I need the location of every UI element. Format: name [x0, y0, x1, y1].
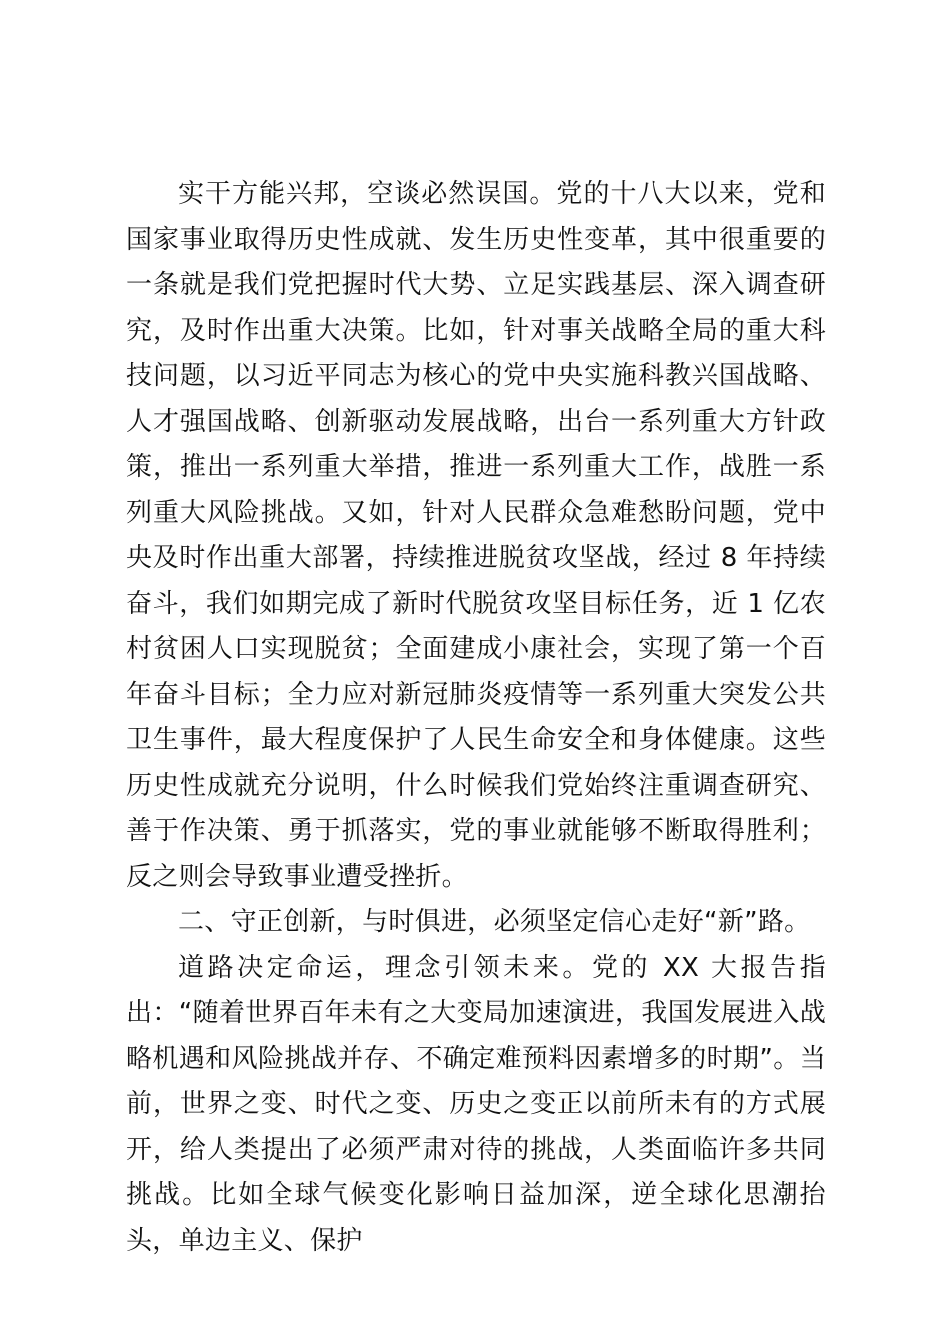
document-body [126, 172, 826, 1264]
paragraph-path-future: 道路决定命运，理念引领未来。党的 XX 大报告指出：“随着世界百年未有之大变局加速演进，我国发展进入战略机遇和风险挑战并存、不确定难预料因素增多的时期”。当前，世界之变、时代之变、历史之变正以前所未有的方式展开，给人类提出了必须严肃对待的挑战，人类面临许多共同挑战。比如全球气候变化影响日益加深，逆全球化思潮抬头，单边主义、保护 [126, 952, 826, 1256]
paragraph-practice-achievements: 实干方能兴邦，空谈必然误国。党的十八大以来，党和国家事业取得历史性成就、发生历史性变革，其中很重要的一条就是我们党把握时代大势、立足实践基层、深入调查研究，及时作出重大决策。比如，针对事关战略全局的重大科技问题，以习近平同志为核心的党中央实施科教兴国战略、人才强国战略、创新驱动发展战略，出台一系列重大方针政策，推出一系列重大举措，推进一系列重大工作，战胜一系列重大风险挑战。又如，针对人民群众急难愁盼问题，党中央及时作出重大部署，持续推进脱贫攻坚战，经过 8 年持续奋斗，我们如期完成了新时代脱贫攻坚目标任务，近 1 亿农村贫困人口实现脱贫；全面建成小康社会，实现了第一个百年奋斗目标；全力应对新冠肺炎疫情等一系列重大突发公共卫生事件，最大程度保护了人民生命安全和身体健康。这些历史性成就充分说明，什么时候我们党始终注重调查研究、善于作决策、勇于抓落实，党的事业就能够不断取得胜利；反之则会导致事业遭受挫折。 [126, 179, 826, 892]
section-heading-innovation: 二、守正创新，与时俱进，必须坚定信心走好“新”路。 [178, 907, 811, 937]
